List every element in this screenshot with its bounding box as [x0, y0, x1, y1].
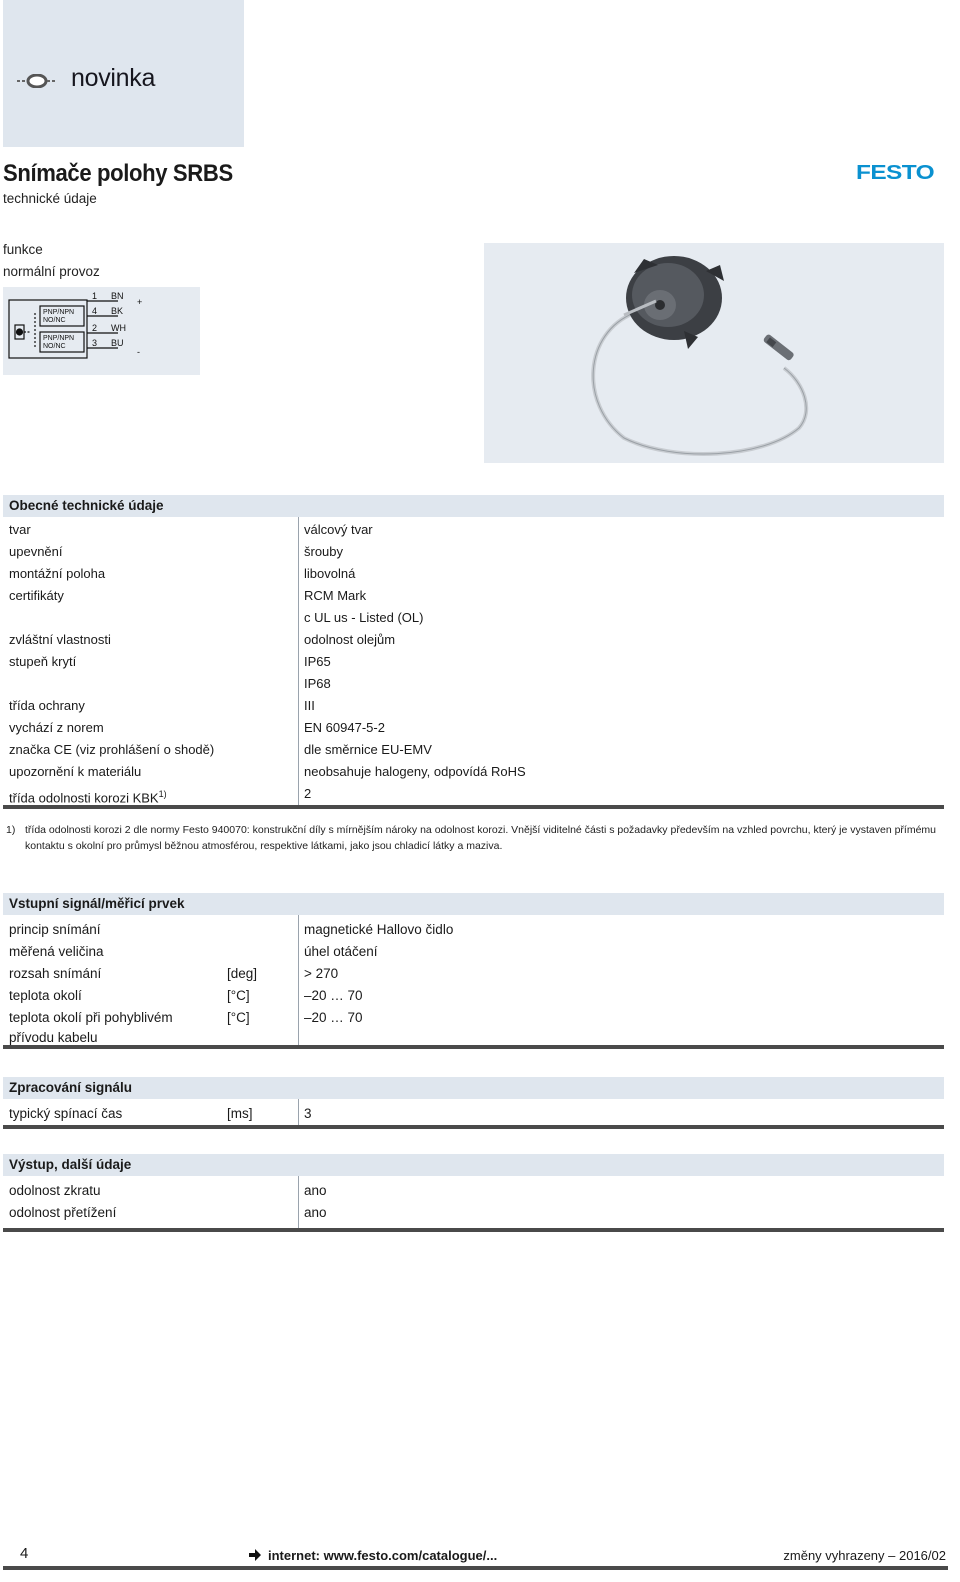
- row-label: typický spínací čas: [9, 1106, 123, 1121]
- function-mode: normální provoz: [3, 264, 100, 279]
- table-row: [3, 541, 944, 563]
- revision-note: změny vyhrazeny – 2016/02: [783, 1548, 946, 1563]
- general-data-table: [3, 517, 944, 809]
- row-label: zvláštní vlastnosti: [9, 632, 111, 647]
- row-value: –20 … 70: [304, 1010, 363, 1025]
- table-row: [3, 651, 944, 673]
- table-row: [3, 585, 944, 607]
- row-label: tvar: [9, 522, 31, 537]
- row-value: > 270: [304, 966, 339, 981]
- table-row: [3, 919, 944, 941]
- pin-4-number: 4: [92, 306, 98, 316]
- row-value: IP68: [304, 676, 331, 691]
- row-value: 2: [304, 786, 312, 801]
- row-unit: [°C]: [227, 988, 250, 1003]
- table-row: [3, 1180, 944, 1202]
- sensor-symbol-icon: [15, 74, 59, 88]
- table-row: [3, 629, 944, 651]
- product-photo: [484, 243, 944, 463]
- row-value: ano: [304, 1205, 327, 1220]
- general-data-heading: Obecné technické údaje: [3, 495, 944, 517]
- row-label: rozsah snímání: [9, 966, 102, 981]
- row-label: stupeň krytí: [9, 654, 77, 669]
- footnote-mark: 1): [6, 824, 16, 836]
- input-signal-section: [3, 893, 944, 1049]
- row-label: vychází z norem: [9, 720, 104, 735]
- table-row: [3, 607, 944, 629]
- table-row: [3, 739, 944, 761]
- table-row: [3, 673, 944, 695]
- page-subtitle: technické údaje: [3, 191, 97, 206]
- row-label: třída ochrany: [9, 698, 85, 713]
- row-value: odolnost olejům: [304, 632, 396, 647]
- row-value: neobsahuje halogeny, odpovídá RoHS: [304, 764, 526, 779]
- table-row: [3, 695, 944, 717]
- signal-processing-table: [3, 1099, 944, 1129]
- row-value: válcový tvar: [304, 522, 373, 537]
- arrow-right-icon: [248, 1548, 262, 1562]
- general-data-section: [3, 495, 944, 809]
- row-unit: [°C]: [227, 1010, 250, 1025]
- pin-2-number: 2: [92, 323, 98, 333]
- footnote-text: třída odolnosti korozi 2 dle normy Festo 940070: konstrukční díly s mírnějším nároky na odolnost korozi. Vnější viditelné části s požadavky především na vzhled povrchu, který je vystaven přímému kontaktu s okolní pro průmysl běžnou atmosférou, respektive látkami, jako jsou chladicí látky a maziva.: [25, 824, 937, 852]
- row-value: šrouby: [304, 544, 344, 559]
- pin-1-number: 1: [92, 291, 98, 301]
- output-table: [3, 1176, 944, 1232]
- pin-1-sign: +: [137, 297, 143, 307]
- output-section: [3, 1154, 944, 1232]
- row-value: magnetické Hallovo čidlo: [304, 922, 454, 937]
- block2-line1: PNP/NPN: [43, 335, 75, 342]
- row-label: teplota okolí: [9, 988, 82, 1003]
- block2-line2: NO/NC: [43, 343, 66, 350]
- row-label: upevnění: [9, 544, 63, 559]
- table-row: [3, 1103, 944, 1125]
- sensor-body-icon: [624, 256, 724, 349]
- row-value: –20 … 70: [304, 988, 363, 1003]
- pin-3-number: 3: [92, 338, 98, 348]
- row-label: měřená veličina: [9, 944, 104, 959]
- table-row: [3, 963, 944, 985]
- row-value: dle směrnice EU-EMV: [304, 742, 432, 757]
- svg-text:FESTO: FESTO: [856, 162, 934, 182]
- table-row: [3, 1007, 944, 1045]
- pin-3-wire: BU: [111, 338, 124, 348]
- new-badge-label: novinka: [71, 64, 156, 92]
- signal-processing-heading: Zpracování signálu: [3, 1077, 944, 1099]
- row-label: upozornění k materiálu: [9, 764, 142, 779]
- row-label: značka CE (viz prohlášení o shodě): [9, 742, 215, 757]
- row-value: 3: [304, 1106, 312, 1121]
- table-row: [3, 1202, 944, 1224]
- row-value: c UL us - Listed (OL): [304, 610, 424, 625]
- row-unit: [deg]: [227, 966, 258, 981]
- pin-1-wire: BN: [111, 291, 124, 301]
- row-value: libovolná: [304, 566, 356, 581]
- row-value: úhel otáčení: [304, 944, 378, 959]
- page-number: 4: [20, 1545, 29, 1562]
- input-signal-heading: Vstupní signál/měřicí prvek: [3, 893, 944, 915]
- block1-line1: PNP/NPN: [43, 309, 75, 316]
- catalogue-link[interactable]: internet: www.festo.com/catalogue/...: [268, 1548, 498, 1563]
- footnote: [3, 823, 948, 854]
- table-row: [3, 783, 944, 805]
- pin-4-wire: BK: [111, 306, 124, 316]
- row-value: RCM Mark: [304, 588, 367, 603]
- table-row: [3, 563, 944, 585]
- row-value: ano: [304, 1183, 327, 1198]
- row-label: princip snímání: [9, 922, 101, 937]
- function-heading: funkce: [3, 242, 43, 257]
- page-title: Snímače polohy SRBS: [3, 160, 233, 187]
- row-unit: [ms]: [227, 1106, 253, 1121]
- footnote-ref: 1): [158, 789, 167, 799]
- signal-processing-section: [3, 1077, 944, 1129]
- table-row: [3, 717, 944, 739]
- row-value: III: [304, 698, 315, 713]
- input-signal-table: [3, 915, 944, 1049]
- footer-divider: [3, 1566, 948, 1570]
- festo-logo: [856, 162, 934, 182]
- pin-3-sign: -: [137, 347, 140, 357]
- row-label: odolnost přetížení: [9, 1205, 117, 1220]
- cable-plug-icon: [763, 333, 795, 361]
- circuit-diagram: [3, 287, 200, 375]
- table-row: [3, 985, 944, 1007]
- row-value: IP65: [304, 654, 331, 669]
- block1-line2: NO/NC: [43, 317, 66, 324]
- row-label: certifikáty: [9, 588, 64, 603]
- new-badge: [3, 0, 244, 147]
- row-label: teplota okolí při pohyblivém přívodu kabelu: [9, 1010, 173, 1045]
- row-label: třída odolnosti korozi KBK: [9, 790, 159, 806]
- row-value: EN 60947-5-2: [304, 720, 385, 735]
- table-row: [3, 941, 944, 963]
- row-label: montážní poloha: [9, 566, 106, 581]
- table-row: [3, 519, 944, 541]
- pin-2-wire: WH: [111, 323, 126, 333]
- table-row: [3, 761, 944, 783]
- row-label: odolnost zkratu: [9, 1183, 101, 1198]
- output-heading: Výstup, další údaje: [3, 1154, 944, 1176]
